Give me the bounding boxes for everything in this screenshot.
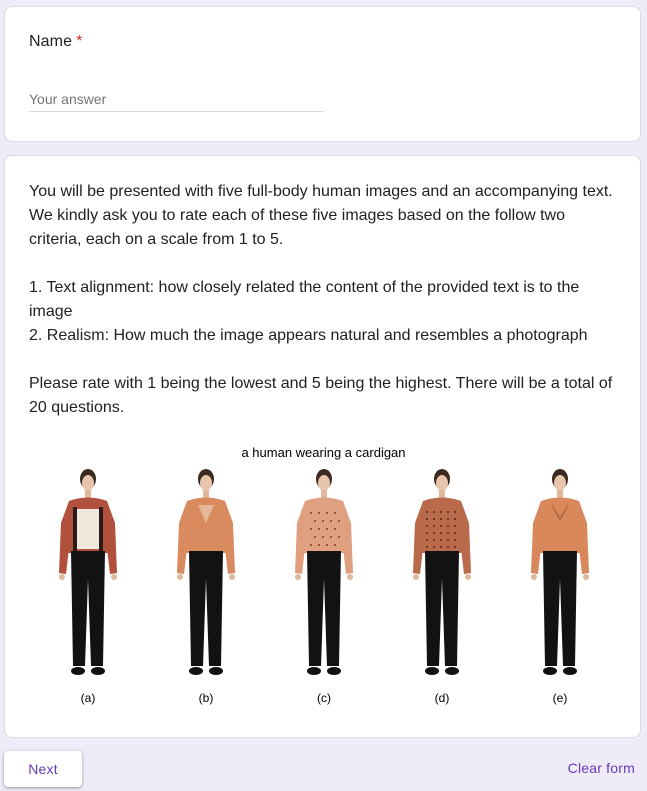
figure-image-c [265,461,383,689]
figure-image-b [147,461,265,689]
person-illustration [29,461,147,689]
figure-label-d: (d) [434,691,450,705]
person-illustration [265,461,383,689]
required-asterisk: * [76,33,83,50]
clear-form-button[interactable]: Clear form [567,760,635,776]
figure-label-c: (c) [317,691,331,705]
name-answer-input[interactable] [29,87,324,112]
figure-image-grid [29,461,619,706]
instructions-text: You will be presented with five full-body human images and an accompanying text. We kindly ask you to rate each of these five images based on the follow two criteria, each on a scale from 1 to 5. 1. Text alignment: how closely related the content of the provided text is to the image 2. Realism: How much the image appears natural and resembles a photograph Please rate with 1 being the lowest and 5 being the highest. There will be a total of 20 questions. [29,183,613,416]
person-illustration [501,461,619,689]
person-illustration [147,461,265,689]
person-illustration [383,461,501,689]
figure-label-a: (a) [80,691,96,705]
figure-image-d [383,461,501,689]
figure-label-e: (e) [552,691,568,705]
figure-image-e [501,461,619,689]
figure-label-b: (b) [198,691,214,705]
figure-image-a [29,461,147,689]
name-question-card [4,6,641,142]
next-button[interactable]: Next [4,751,82,787]
figure-caption: a human wearing a cardigan [241,445,406,460]
question-title: Name * [29,33,83,50]
instructions-card [4,155,641,738]
